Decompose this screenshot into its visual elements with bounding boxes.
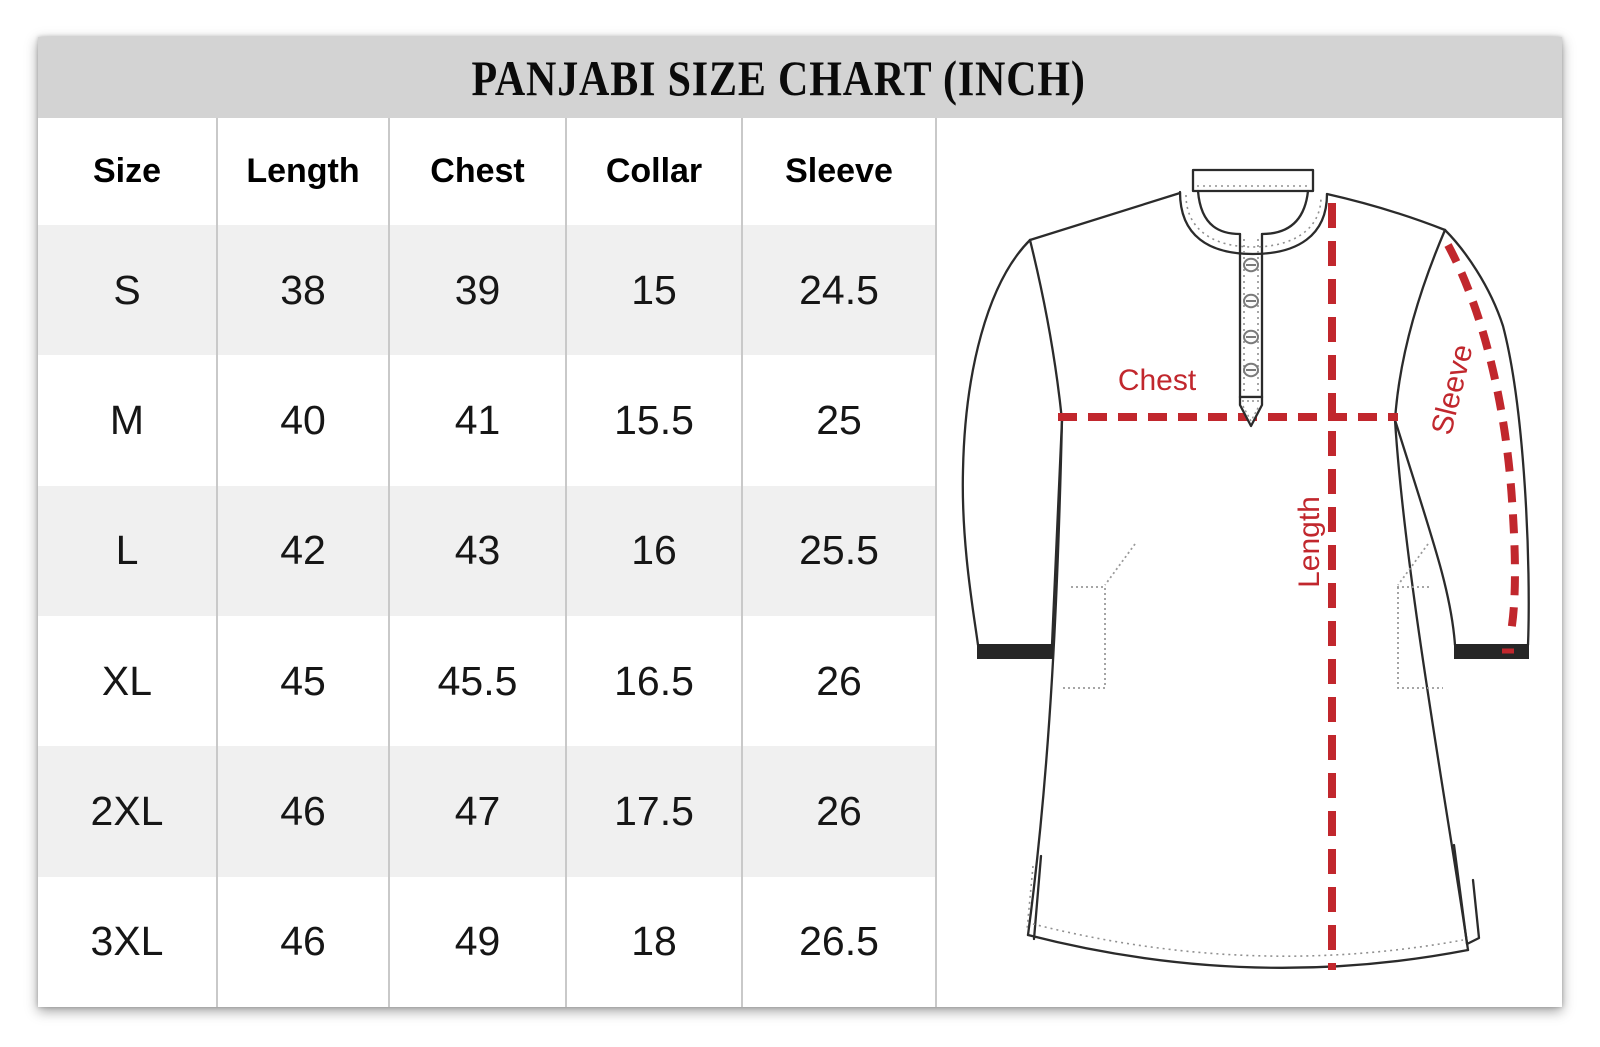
collar-top-rect bbox=[1193, 170, 1313, 191]
button-icon bbox=[1244, 331, 1258, 343]
value-cell: 26 bbox=[743, 746, 937, 876]
size-label-cell: XL bbox=[38, 616, 218, 746]
value-cell: 39 bbox=[390, 225, 567, 355]
value-cell: 47 bbox=[390, 746, 567, 876]
title-band bbox=[38, 37, 1562, 118]
col-header-sleeve: Sleeve bbox=[743, 118, 937, 225]
body-left-edge bbox=[1028, 420, 1062, 935]
hem-curve bbox=[1028, 935, 1468, 968]
value-cell: 45.5 bbox=[390, 616, 567, 746]
button-icon bbox=[1244, 364, 1258, 376]
col-header-chest: Chest bbox=[390, 118, 567, 225]
collar-outer-band bbox=[1180, 192, 1327, 254]
size-label-cell: M bbox=[38, 355, 218, 485]
value-cell: 45 bbox=[218, 616, 390, 746]
value-cell: 15.5 bbox=[567, 355, 743, 485]
left-armhole-seam bbox=[1030, 240, 1062, 420]
value-cell: 26 bbox=[743, 616, 937, 746]
col-header-collar: Collar bbox=[567, 118, 743, 225]
sleeve-measure-line bbox=[1448, 245, 1515, 632]
left-pocket-outline bbox=[1060, 544, 1135, 688]
value-cell: 17.5 bbox=[567, 746, 743, 876]
right-slit-back-panel bbox=[1454, 845, 1479, 944]
value-cell: 16.5 bbox=[567, 616, 743, 746]
left-cuff bbox=[977, 644, 1053, 659]
right-shoulder-seam bbox=[1327, 194, 1445, 230]
chart-title: PANJABI SIZE CHART (INCH) bbox=[471, 49, 1087, 106]
value-cell: 18 bbox=[567, 877, 743, 1007]
button-icon bbox=[1244, 259, 1258, 271]
value-cell: 42 bbox=[218, 486, 390, 616]
value-cell: 38 bbox=[218, 225, 390, 355]
chest-label: Chest bbox=[1117, 364, 1197, 397]
button-icon bbox=[1244, 295, 1258, 307]
col-header-length: Length bbox=[218, 118, 390, 225]
length-label: Length bbox=[1292, 496, 1326, 588]
size-label-cell: 2XL bbox=[38, 746, 218, 876]
right-pocket-outline bbox=[1397, 544, 1443, 688]
pockets bbox=[1060, 544, 1443, 688]
value-cell: 16 bbox=[567, 486, 743, 616]
right-cuff bbox=[1454, 644, 1529, 659]
value-cell: 15 bbox=[567, 225, 743, 355]
panjabi-garment-illustration bbox=[937, 118, 1562, 1007]
value-cell: 46 bbox=[218, 877, 390, 1007]
value-cell: 49 bbox=[390, 877, 567, 1007]
col-header-size: Size bbox=[38, 118, 218, 225]
collar-band-stitch bbox=[1186, 195, 1321, 247]
size-label-cell: L bbox=[38, 486, 218, 616]
right-sleeve-inner bbox=[1395, 420, 1455, 645]
size-chart-panel bbox=[38, 37, 1562, 1007]
value-cell: 24.5 bbox=[743, 225, 937, 355]
value-cell: 43 bbox=[390, 486, 567, 616]
measurement-labels bbox=[1118, 341, 1480, 588]
left-shoulder-seam bbox=[1030, 193, 1180, 240]
placket-buttons bbox=[1244, 259, 1258, 376]
value-cell: 41 bbox=[390, 355, 567, 485]
panjabi-diagram bbox=[937, 118, 1562, 1007]
value-cell: 46 bbox=[218, 746, 390, 876]
garment-outline bbox=[963, 170, 1529, 968]
value-cell: 40 bbox=[218, 355, 390, 485]
value-cell: 25 bbox=[743, 355, 937, 485]
left-sleeve-outer bbox=[963, 240, 1030, 645]
chart-content bbox=[38, 118, 1562, 1007]
cuffs bbox=[977, 644, 1529, 659]
value-cell: 25.5 bbox=[743, 486, 937, 616]
neckline-left bbox=[1198, 191, 1240, 234]
value-cell: 26.5 bbox=[743, 877, 937, 1007]
neckline-right bbox=[1262, 191, 1308, 234]
size-label-cell: S bbox=[38, 225, 218, 355]
sleeve-label: Sleeve bbox=[1425, 341, 1480, 439]
size-label-cell: 3XL bbox=[38, 877, 218, 1007]
size-table bbox=[38, 118, 937, 1007]
placket-tip bbox=[1240, 397, 1262, 426]
